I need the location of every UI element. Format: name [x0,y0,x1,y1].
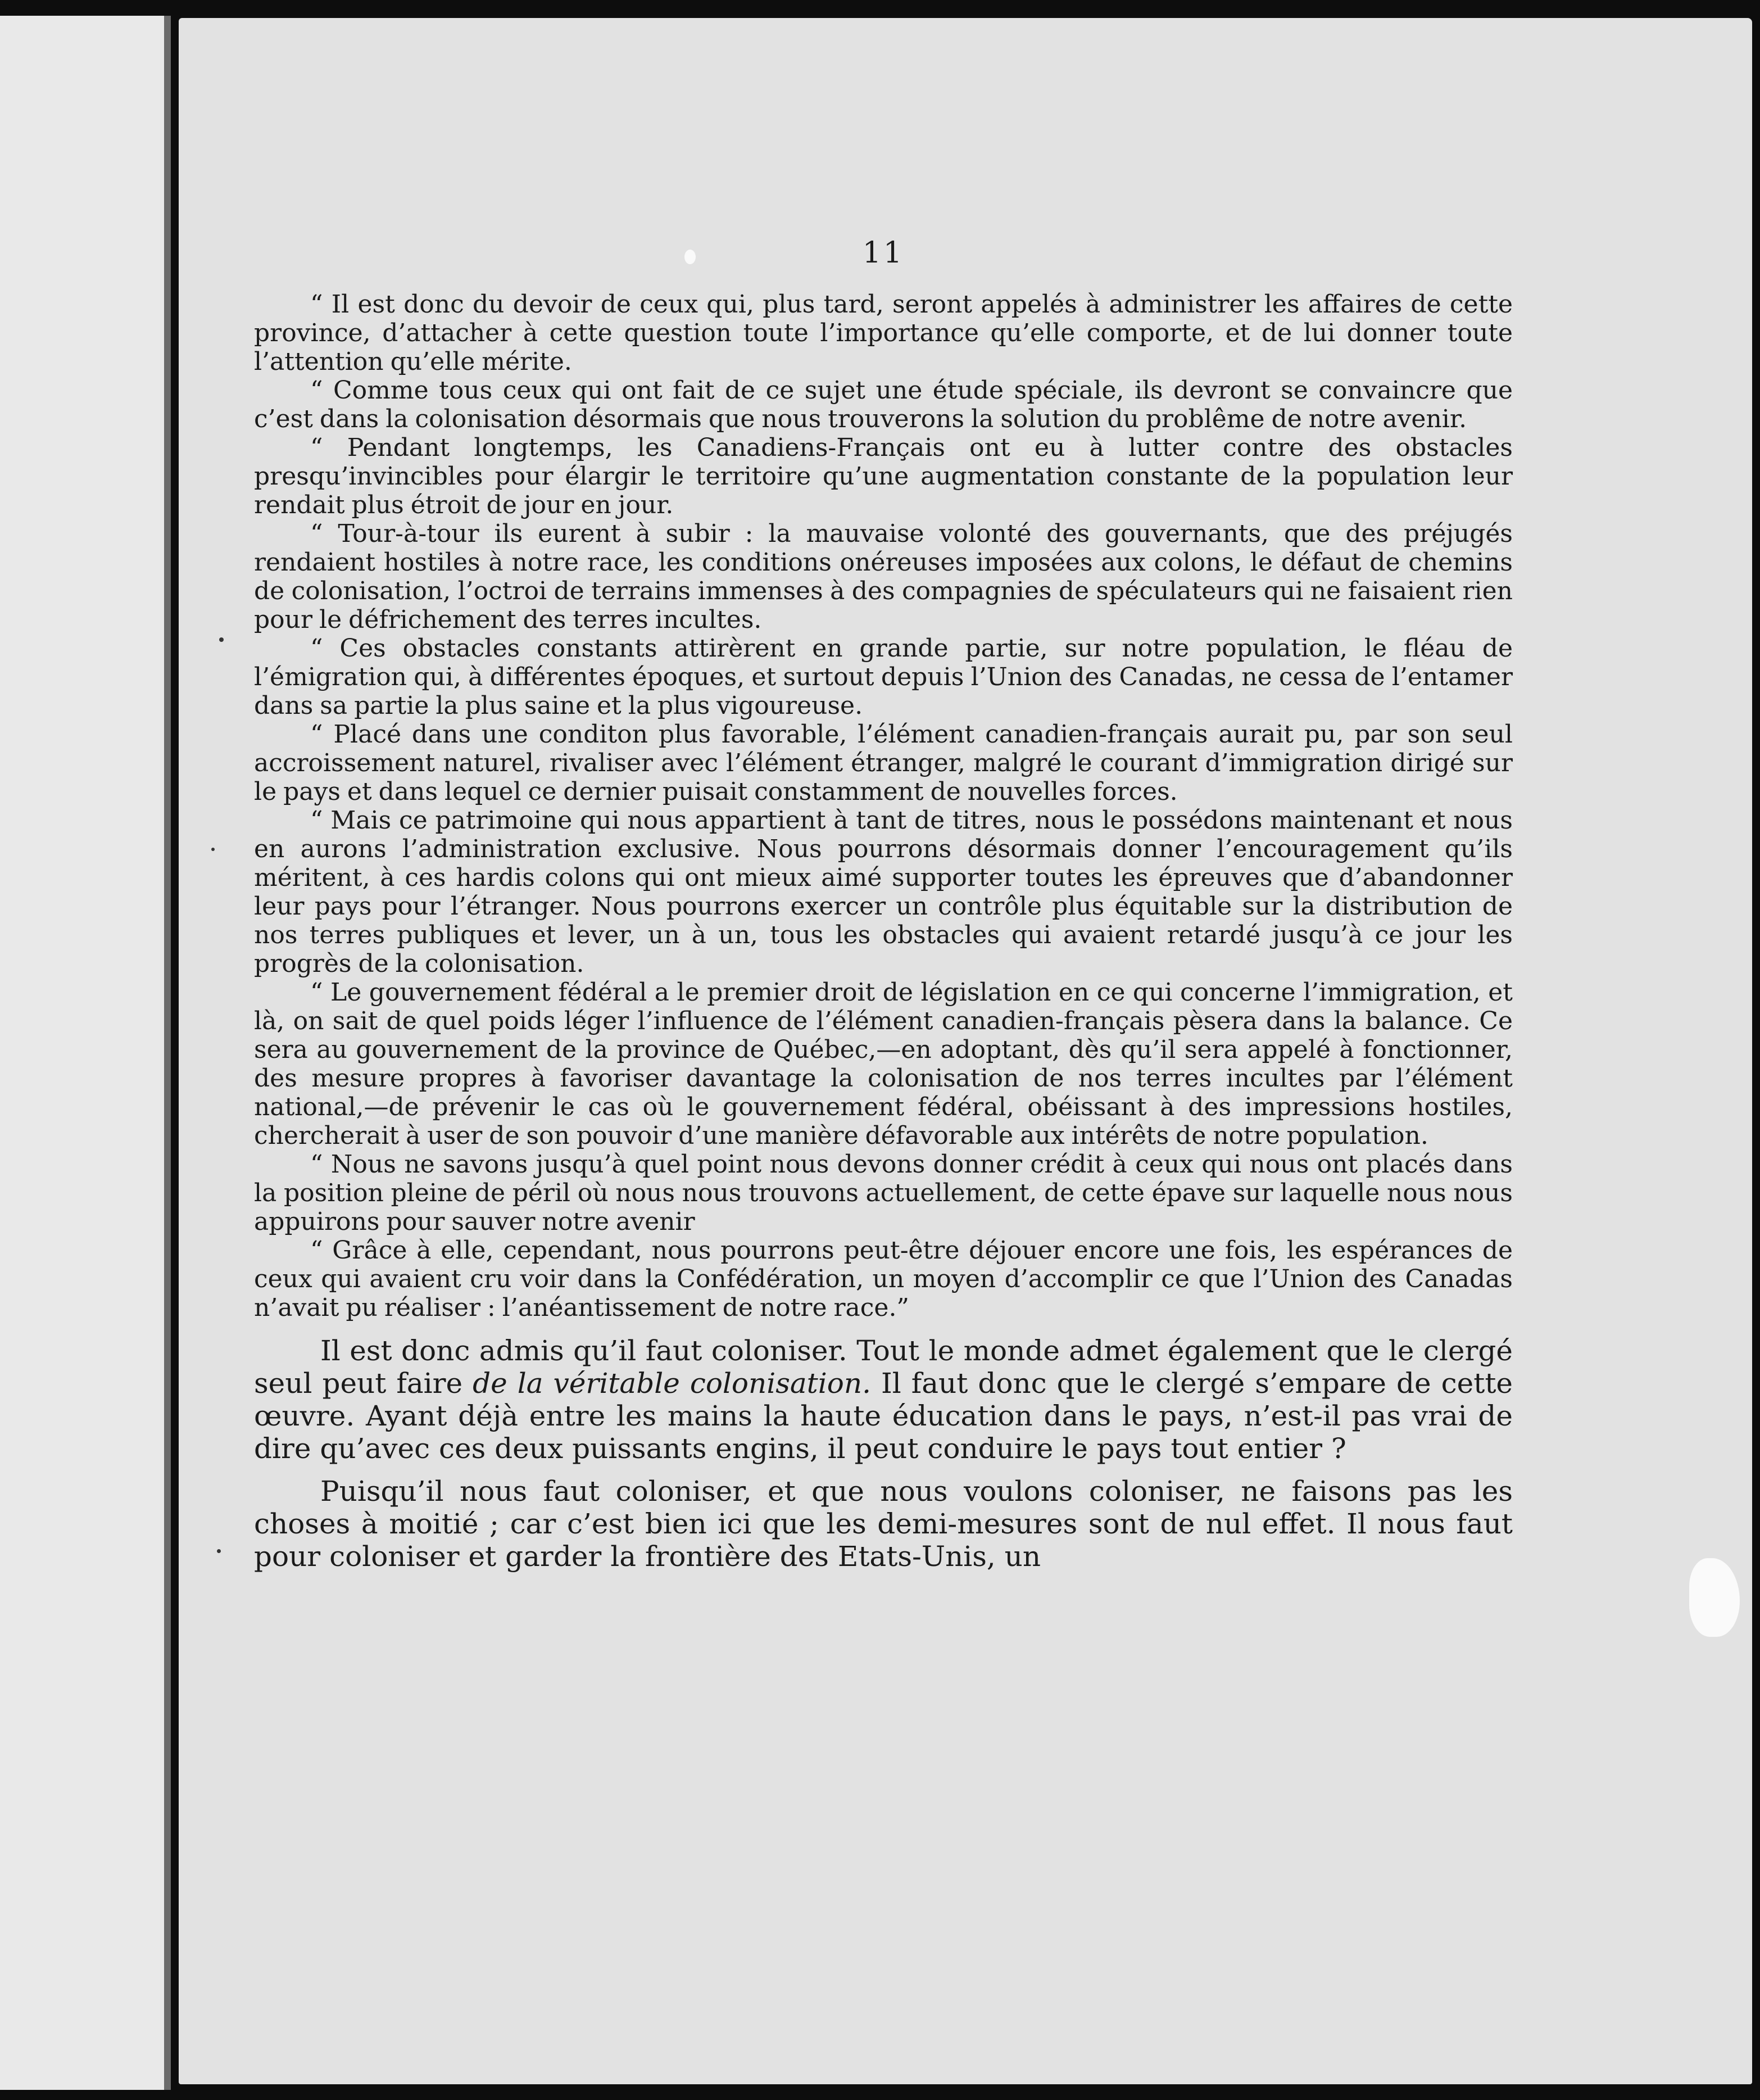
quote-paragraph: “ Le gouvernement fédéral a le premier droit de législation en ce qui concerne l’immigration, et là, on sait de quel poids léger l’influence de l’élément canadien-français pèsera dans la balance. Ce sera au gouvernement de la province de Québec,—en adoptant, dès qu’il sera appelé à fonctionner, des mesure propres à favoriser davantage la colonisation de nos terres incultes par l’élément national,—de prévenir le cas où le gouvernement fédéral, obéissant à des impressions hostiles, chercherait à user de son pouvoir d’une manière défavorable aux intérêts de notre population. [254,978,1513,1150]
body-paragraph [254,1334,1513,1465]
margin-dot [217,1549,221,1553]
quote-paragraph: “ Comme tous ceux qui ont fait de ce sujet une étude spéciale, ils devront se convaincre que c’est dans la colonisation désormais que nous trouverons la solution du problême de notre avenir. [254,376,1513,433]
quote-paragraph: “ Il est donc du devoir de ceux qui, plus tard, seront appelés à administrer les affaires de cette province, d’attacher à cette question toute l’importance qu’elle comporte, et de lui donner toute l’attention qu’elle mérite. [254,290,1513,376]
quote-paragraph: “ Nous ne savons jusqu’à quel point nous devons donner crédit à ceux qui nous ont placés dans la position pleine de péril où nous nous trouvons actuellement, de cette épave sur laquelle nous nous appuirons pour sauver notre avenir [254,1150,1513,1236]
body-text-run: Il est donc admis qu’il faut coloniser. Tout le monde admet également que le clergé seul peut faire [254,1334,1513,1400]
page-number: 11 [862,236,905,270]
quote-paragraph: “ Ces obstacles constants attirèrent en grande partie, sur notre population, le fléau de l’émigration qui, à différentes époques, et surtout depuis l’Union des Canadas, ne cessa de l’entamer dans sa partie la plus saine et la plus vigoureuse. [254,634,1513,720]
body-text [254,1334,1513,1573]
quote-paragraph: “ Pendant longtemps, les Canadiens-Français ont eu à lutter contre des obstacles presqu’invincibles pour élargir le territoire qu’une augmentation constante de la population leur rendait plus étroit de jour en jour. [254,433,1513,519]
quote-paragraph: “ Placé dans une conditon plus favorable, l’élément canadien-français aurait pu, par son seul accroissement naturel, rivaliser avec l’élément étranger, malgré le courant d’immigration dirigé sur le pays et dans lequel ce dernier puisait constamment de nouvelles forces. [254,720,1513,806]
page-text [254,236,1513,1583]
book-gutter [164,16,171,2090]
quoted-passage [254,290,1513,1322]
paper-tear [1689,1558,1740,1637]
emphasized-phrase: de la véritable colonisation. [473,1367,871,1400]
margin-dot [211,848,215,851]
margin-dot [219,637,224,642]
body-text-run: Il faut donc que le clergé s’empare de cette œuvre. Ayant déjà entre les mains la haute éducation dans le pays, n’est-il pas vrai de dire qu’avec ces deux puissants engins, il peut conduire le pays tout entier ? [254,1367,1513,1465]
body-paragraph: Puisqu’il nous faut coloniser, et que nous voulons coloniser, ne faisons pas les choses à moitié ; car c’est bien ici que les demi-mesures sont de nul effet. Il nous faut pour coloniser et garder la frontière des Etats-Unis, un [254,1475,1513,1573]
quote-paragraph: “ Tour-à-tour ils eurent à subir : la mauvaise volonté des gouvernants, que des préjugés rendaient hostiles à notre race, les conditions onéreuses imposées aux colons, le défaut de chemins de colonisation, l’octroi de terrains immenses à des compagnies de spéculateurs qui ne faisaient rien pour le défrichement des terres incultes. [254,519,1513,634]
previous-page-edge [0,16,170,2090]
quote-paragraph: “ Grâce à elle, cependant, nous pourrons peut-être déjouer encore une fois, les espérances de ceux qui avaient cru voir dans la Confédération, un moyen d’accomplir ce que l’Union des Canadas n’avait pu réaliser : l’anéantissement de notre race.” [254,1236,1513,1322]
quote-paragraph: “ Mais ce patrimoine qui nous appartient à tant de titres, nous le possédons maintenant et nous en aurons l’administration exclusive. Nous pourrons désormais donner l’encouragement qu’ils méritent, à ces hardis colons qui ont mieux aimé supporter toutes les épreuves que d’abandonner leur pays pour l’étranger. Nous pourrons exercer un contrôle plus équitable sur la distribution de nos terres publiques et lever, un à un, tous les obstacles qui avaient retardé jusqu’à ce jour les progrès de la colonisation. [254,806,1513,978]
